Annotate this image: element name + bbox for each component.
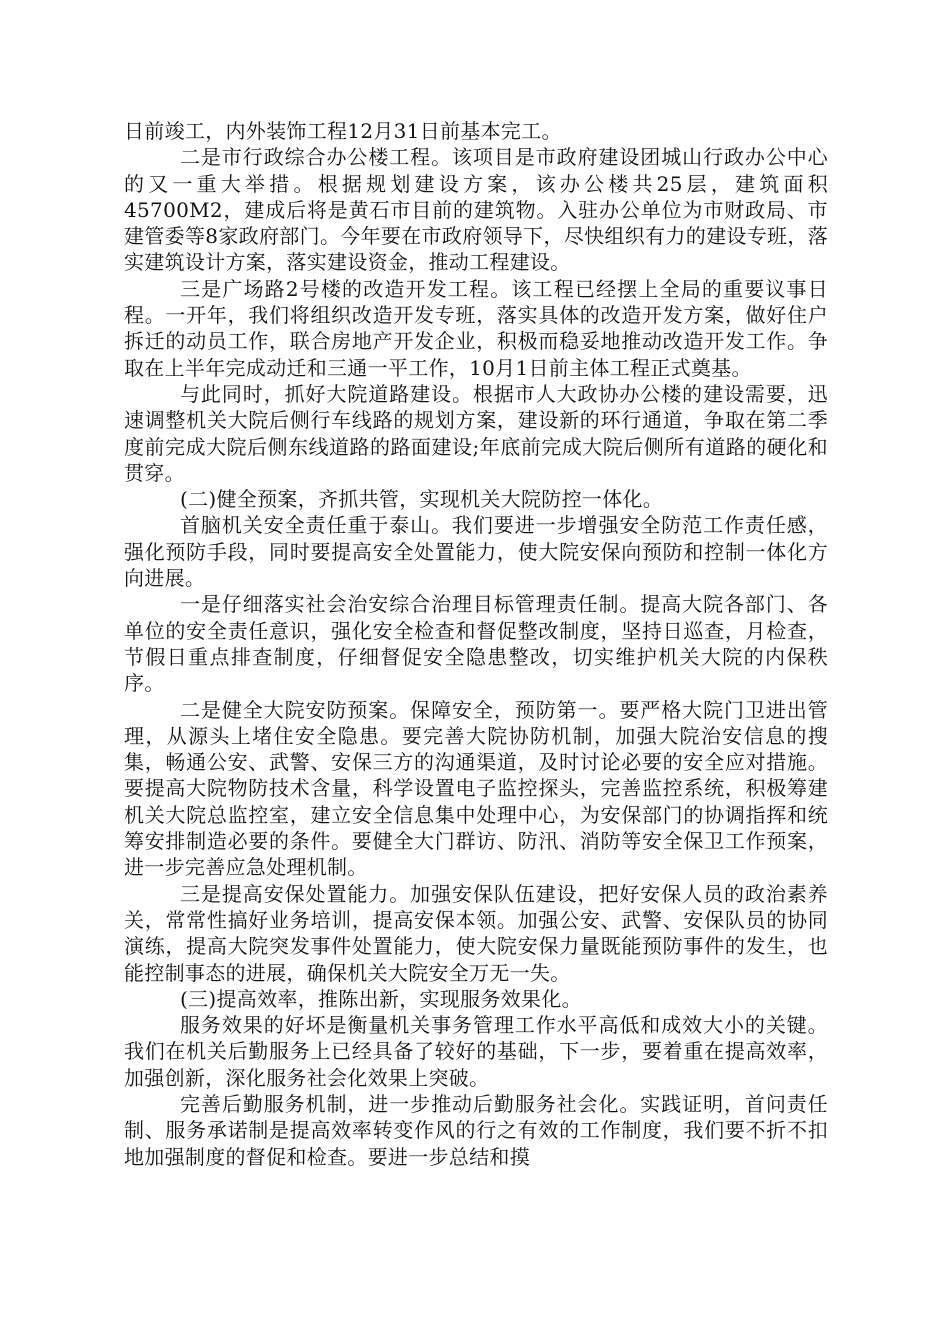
paragraph-security-point-one: 一是仔细落实社会治安综合治理目标管理责任制。提高大院各部门、各单位的安全责任意识，强化安全检查和督促整改制度，坚持日巡查，月检查，节假日重点排查制度，仔细督促安全隐患整改，切实维护机关大院的内保秩序。 — [124, 592, 828, 696]
section-heading-efficiency: (三)提高效率，推陈出新，实现服务效果化。 — [180, 986, 582, 1011]
section-heading-security: (二)健全预案，齐抓共管，实现机关大院防控一体化。 — [180, 487, 664, 512]
paragraph-office-building-project: 二是市行政综合办公楼工程。该项目是市政府建设团城山行政办公中心的又一重大举措。根据规划建设方案，该办公楼共25层，建筑面积45700M2，建成后将是黄石市目前的建筑物。入驻办公单位为市财政局、市建管委等8家政府部门。今年要在市政府领导下，尽快组织有力的建设专班，落实建筑设计方案，落实建设资金，推动工程建设。 — [124, 145, 828, 275]
paragraph-road-construction: 与此同时，抓好大院道路建设。根据市人大政协办公楼的建设需要，迅速调整机关大院后侧行车线路的规划方案，建设新的环行通道，争取在第二季度前完成大院后侧东线道路的路面建设;年底前完成大院后侧所有道路的硬化和贯穿。 — [124, 381, 828, 485]
paragraph-efficiency-intro: 服务效果的好坏是衡量机关事务管理工作水平高低和成效大小的关键。我们在机关后勤服务上已经具备了较好的基础，下一步，要着重在提高效率，加强创新，深化服务社会化效果上突破。 — [124, 1013, 828, 1090]
paragraph-security-intro: 首脑机关安全责任重于泰山。我们要进一步增强安全防范工作责任感，强化预防手段，同时要提高安全处置能力，使大院安保向预防和控制一体化方向进展。 — [124, 513, 828, 591]
document-body — [124, 118, 828, 1170]
paragraph-security-point-two: 二是健全大院安防预案。保障安全，预防第一。要严格大院门卫进出管理，从源头上堵住安全隐患。要完善大院协防机制，加强大院治安信息的搜集，畅通公安、武警、安保三方的沟通渠道，及时讨论必要的安全应对措施。要提高大院物防技术含量，科学设置电子监控探头，完善监控系统，积极筹建机关大院总监控室，建立安全信息集中处理中心，为安保部门的协调指挥和统筹安排制造必要的条件。要健全大门群访、防汛、消防等安全保卫工作预案，进一步完善应急处理机制。 — [124, 697, 828, 880]
paragraph-guangchang-road-project: 三是广场路2号楼的改造开发工程。该工程已经摆上全局的重要议事日程。一开年，我们将组织改造开发专班，落实具体的改造开发方案，做好住户拆迁的动员工作，联合房地产开发企业，积极而稳妥地推动改造开发工作。争取在上半年完成动迁和三通一平工作，10月1日前主体工程正式奠基。 — [124, 276, 828, 380]
paragraph-service-mechanism: 完善后勤服务机制，进一步推动后勤服务社会化。实践证明，首问责任制、服务承诺制是提高效率转变作风的行之有效的工作制度，我们要不折不扣地加强制度的督促和检查。要进一步总结和摸 — [124, 1091, 828, 1169]
paragraph-continued: 日前竣工，内外装饰工程12月31日前基本完工。 — [124, 119, 562, 143]
paragraph-security-point-three: 三是提高安保处置能力。加强安保队伍建设，把好安保人员的政治素养关，常常性搞好业务培训，提高安保本领。加强公安、武警、安保队员的协同演练，提高大院突发事件处置能力，使大院安保力量既能预防事件的发生，也能控制事态的进展，确保机关大院安全万无一失。 — [124, 881, 828, 985]
